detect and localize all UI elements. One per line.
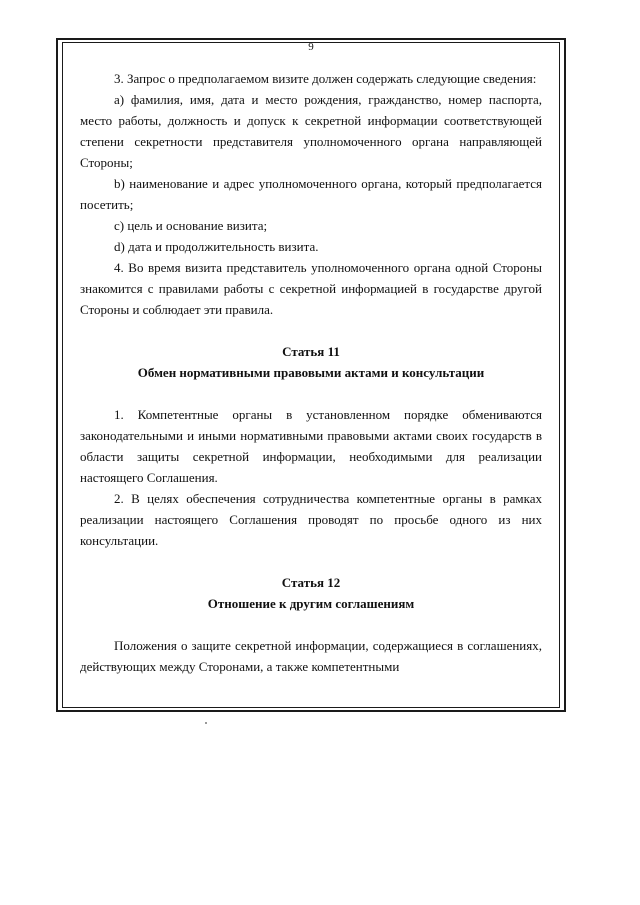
paragraph-item-c: c) цель и основание визита; [114, 218, 268, 233]
scan-speck [205, 722, 207, 724]
document-body [80, 40, 542, 677]
paragraph-item-b: b) наименование и адрес уполномоченного органа, который предполагается посетить; [80, 176, 542, 212]
paragraph-visit-request: 3. Запрос о предполагаемом визите должен содержать следующие сведения: [114, 71, 537, 86]
article-11-paragraph-1: 1. Компетентные органы в установленном порядке обмениваются законодательными и иными нормативными правовыми актами своих государств в области защиты секретной информации, необходимыми для реализации настоящего Соглашения. [80, 407, 542, 485]
paragraph-visit-rules: 4. Во время визита представитель уполномоченного органа одной Стороны знакомится с правилами работы с секретной информацией в государстве другой Стороны и соблюдает эти правила. [80, 260, 542, 317]
article-11-title: Обмен нормативными правовыми актами и консультации [137, 365, 485, 380]
article-12-number: Статья 12 [281, 575, 341, 590]
article-12-title: Отношение к другим соглашениям [207, 596, 415, 611]
paragraph-item-a: a) фамилия, имя, дата и место рождения, гражданство, номер паспорта, место работы, должность и допуск к секретной информации соответствующей степени секретности представителя уполномоченного органа направляющей Стороны; [80, 92, 542, 170]
article-11-paragraph-2: 2. В целях обеспечения сотрудничества компетентные органы в рамках реализации настоящего Соглашения проводят по просьбе одного из них консультации. [80, 491, 542, 548]
paragraph-item-d: d) дата и продолжительность визита. [114, 239, 319, 254]
article-12-paragraph-1: Положения о защите секретной информации, содержащиеся в соглашениях, действующих между Сторонами, а также компетентными [80, 638, 542, 674]
page-number: 9 [308, 41, 314, 53]
article-11-number: Статья 11 [282, 344, 340, 359]
